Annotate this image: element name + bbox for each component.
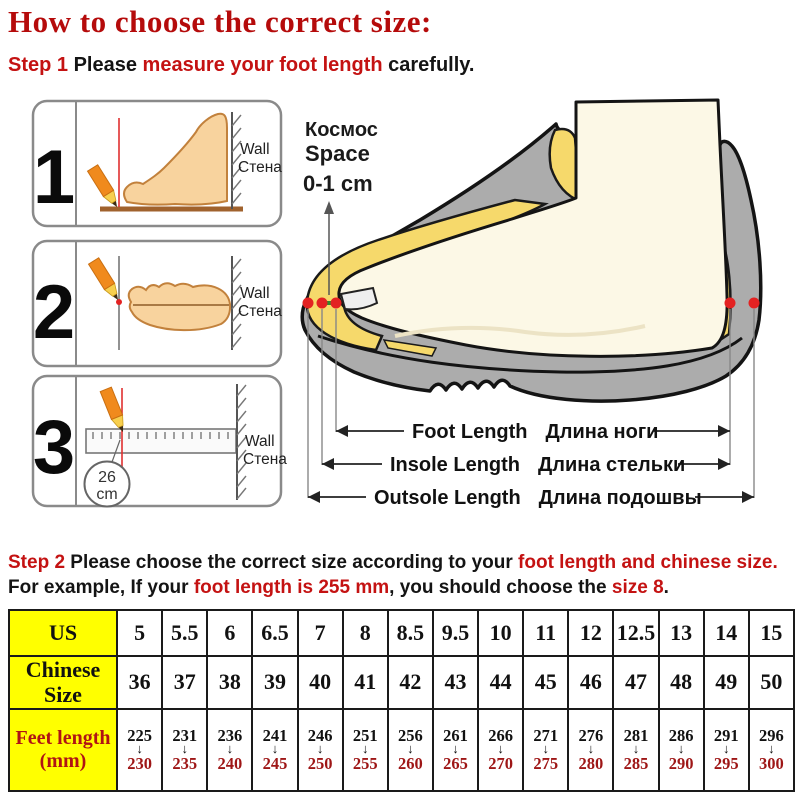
size-cell: 15 bbox=[749, 610, 794, 656]
feet-length-cell: 271 ↓ 275 bbox=[523, 709, 568, 791]
size-cell: 39 bbox=[252, 656, 297, 709]
feet-length-cell: 281 ↓ 285 bbox=[613, 709, 658, 791]
size-cell: 8 bbox=[343, 610, 388, 656]
row-label: US bbox=[9, 610, 117, 656]
table-row bbox=[9, 656, 794, 709]
down-arrow-icon: ↓ bbox=[407, 741, 414, 757]
size-cell: 42 bbox=[388, 656, 433, 709]
size-cell: 5.5 bbox=[162, 610, 207, 656]
size-table bbox=[8, 609, 795, 792]
feet-length-cell: 276 ↓ 280 bbox=[568, 709, 613, 791]
down-arrow-icon: ↓ bbox=[587, 741, 595, 757]
measurement-diagram bbox=[0, 88, 800, 558]
size-cell: 40 bbox=[298, 656, 343, 709]
size-table-body bbox=[9, 610, 794, 791]
pencil-mark-dot bbox=[116, 299, 122, 305]
diagram-box-1 bbox=[33, 101, 282, 226]
feet-length-cell: 241 ↓ 245 bbox=[252, 709, 297, 791]
down-arrow-icon: ↓ bbox=[361, 741, 369, 757]
step2-t3: , you should choose the bbox=[389, 576, 612, 598]
step2-text bbox=[8, 551, 778, 600]
feet-length-cell: 246 ↓ 250 bbox=[298, 709, 343, 791]
feet-length-cell: 296 ↓ 300 bbox=[749, 709, 794, 791]
down-arrow-icon: ↓ bbox=[677, 741, 685, 757]
size-cell: 9.5 bbox=[433, 610, 478, 656]
wall-label-en: Wall bbox=[240, 285, 270, 302]
step2-red3: size 8 bbox=[611, 576, 664, 598]
size-cell: 37 bbox=[162, 656, 207, 709]
size-cell: 36 bbox=[117, 656, 162, 709]
measure-outsole-length bbox=[308, 487, 754, 509]
size-cell: 45 bbox=[523, 656, 568, 709]
badge-value: 26 bbox=[98, 469, 116, 486]
wall-label-en: Wall bbox=[240, 141, 270, 158]
svg-text:Foot LengthДлина ноги: Foot Length Длина ноги bbox=[412, 421, 659, 443]
space-arrowhead bbox=[324, 201, 334, 214]
feet-length-cell: 286 ↓ 290 bbox=[659, 709, 704, 791]
wall-label-ru: Стена bbox=[243, 451, 287, 468]
size-cell: 7 bbox=[298, 610, 343, 656]
size-cell: 44 bbox=[478, 656, 523, 709]
space-label-en: Space bbox=[305, 141, 370, 166]
diagram-box-2 bbox=[33, 241, 282, 366]
down-arrow-icon: ↓ bbox=[768, 741, 775, 757]
box1-number: 1 bbox=[32, 135, 76, 220]
size-cell: 12 bbox=[568, 610, 613, 656]
step2-red1: foot length and chinese size. bbox=[518, 552, 778, 573]
down-arrow-icon: ↓ bbox=[452, 741, 459, 757]
ruler bbox=[86, 429, 236, 453]
foot-and-leg bbox=[339, 100, 727, 356]
size-cell: 6 bbox=[207, 610, 252, 656]
down-arrow-icon: ↓ bbox=[136, 741, 143, 757]
down-arrow-icon: ↓ bbox=[181, 741, 188, 757]
feet-length-cell: 231 ↓ 235 bbox=[162, 709, 207, 791]
size-cell: 48 bbox=[659, 656, 704, 709]
size-cell: 41 bbox=[343, 656, 388, 709]
svg-text:Outsole LengthДлина подошвы: Outsole Length Длина подошвы bbox=[374, 487, 702, 509]
row-label: Feet length (mm) bbox=[9, 709, 117, 791]
step2-line2 bbox=[8, 576, 778, 601]
size-cell: 50 bbox=[749, 656, 794, 709]
down-arrow-icon: ↓ bbox=[722, 741, 730, 757]
table-row bbox=[9, 709, 794, 791]
table-row bbox=[9, 610, 794, 656]
down-arrow-icon: ↓ bbox=[497, 741, 504, 757]
feet-length-cell: 236 ↓ 240 bbox=[207, 709, 252, 791]
feet-length-cell: 256 ↓ 260 bbox=[388, 709, 433, 791]
step2-line1 bbox=[8, 551, 778, 576]
diagram-box-3 bbox=[33, 376, 287, 507]
size-cell: 13 bbox=[659, 610, 704, 656]
feet-length-cell: 225 ↓ 230 bbox=[117, 709, 162, 791]
space-value: 0-1 cm bbox=[303, 171, 373, 196]
size-cell: 38 bbox=[207, 656, 252, 709]
size-cell: 11 bbox=[523, 610, 568, 656]
wall-label-en: Wall bbox=[245, 433, 275, 450]
wall-label-ru: Стена bbox=[238, 303, 282, 320]
down-arrow-icon: ↓ bbox=[632, 741, 640, 757]
down-arrow-icon: ↓ bbox=[542, 741, 549, 757]
row-label: Chinese Size bbox=[9, 656, 117, 709]
down-arrow-icon: ↓ bbox=[226, 741, 234, 757]
size-cell: 14 bbox=[704, 610, 749, 656]
size-cell: 46 bbox=[568, 656, 613, 709]
step2-red2: foot length is 255 mm bbox=[193, 576, 390, 598]
size-cell: 10 bbox=[478, 610, 523, 656]
size-cell: 6.5 bbox=[252, 610, 297, 656]
shoe-illustration bbox=[302, 100, 760, 401]
feet-length-cell: 291 ↓ 295 bbox=[704, 709, 749, 791]
size-cell: 47 bbox=[613, 656, 658, 709]
size-cell: 8.5 bbox=[388, 610, 433, 656]
size-cell: 12.5 bbox=[613, 610, 658, 656]
down-arrow-icon: ↓ bbox=[271, 741, 279, 757]
space-label-ru: Космос bbox=[305, 119, 378, 141]
step2-label: Step 2 bbox=[8, 552, 66, 573]
badge-unit: cm bbox=[96, 486, 118, 503]
step2-t2: For example, If your bbox=[8, 576, 194, 598]
wall-label-ru: Стена bbox=[238, 159, 282, 176]
feet-length-cell: 261 ↓ 265 bbox=[433, 709, 478, 791]
step1-text bbox=[8, 52, 474, 78]
step2-t1: Please choose the correct size according to your bbox=[65, 552, 519, 573]
step1-t1: Please bbox=[68, 54, 143, 76]
box3-number: 3 bbox=[32, 405, 76, 490]
size-cell: 5 bbox=[117, 610, 162, 656]
size-cell: 49 bbox=[704, 656, 749, 709]
down-arrow-icon: ↓ bbox=[316, 741, 324, 757]
measure-foot-length bbox=[336, 421, 730, 443]
step2-period: . bbox=[663, 576, 669, 598]
size-cell: 43 bbox=[433, 656, 478, 709]
step1-label: Step 1 bbox=[8, 54, 69, 76]
step1-t2: carefully. bbox=[382, 54, 475, 76]
feet-length-cell: 251 ↓ 255 bbox=[343, 709, 388, 791]
box2-number: 2 bbox=[32, 270, 76, 355]
step1-red: measure your foot length bbox=[142, 54, 383, 76]
page-title: How to choose the correct size: bbox=[8, 4, 432, 39]
svg-text:Insole LengthДлина стельки: Insole Length Длина стельки bbox=[390, 454, 686, 476]
measure-insole-length bbox=[322, 454, 730, 476]
foot-top-view bbox=[129, 283, 230, 330]
feet-length-cell: 266 ↓ 270 bbox=[478, 709, 523, 791]
